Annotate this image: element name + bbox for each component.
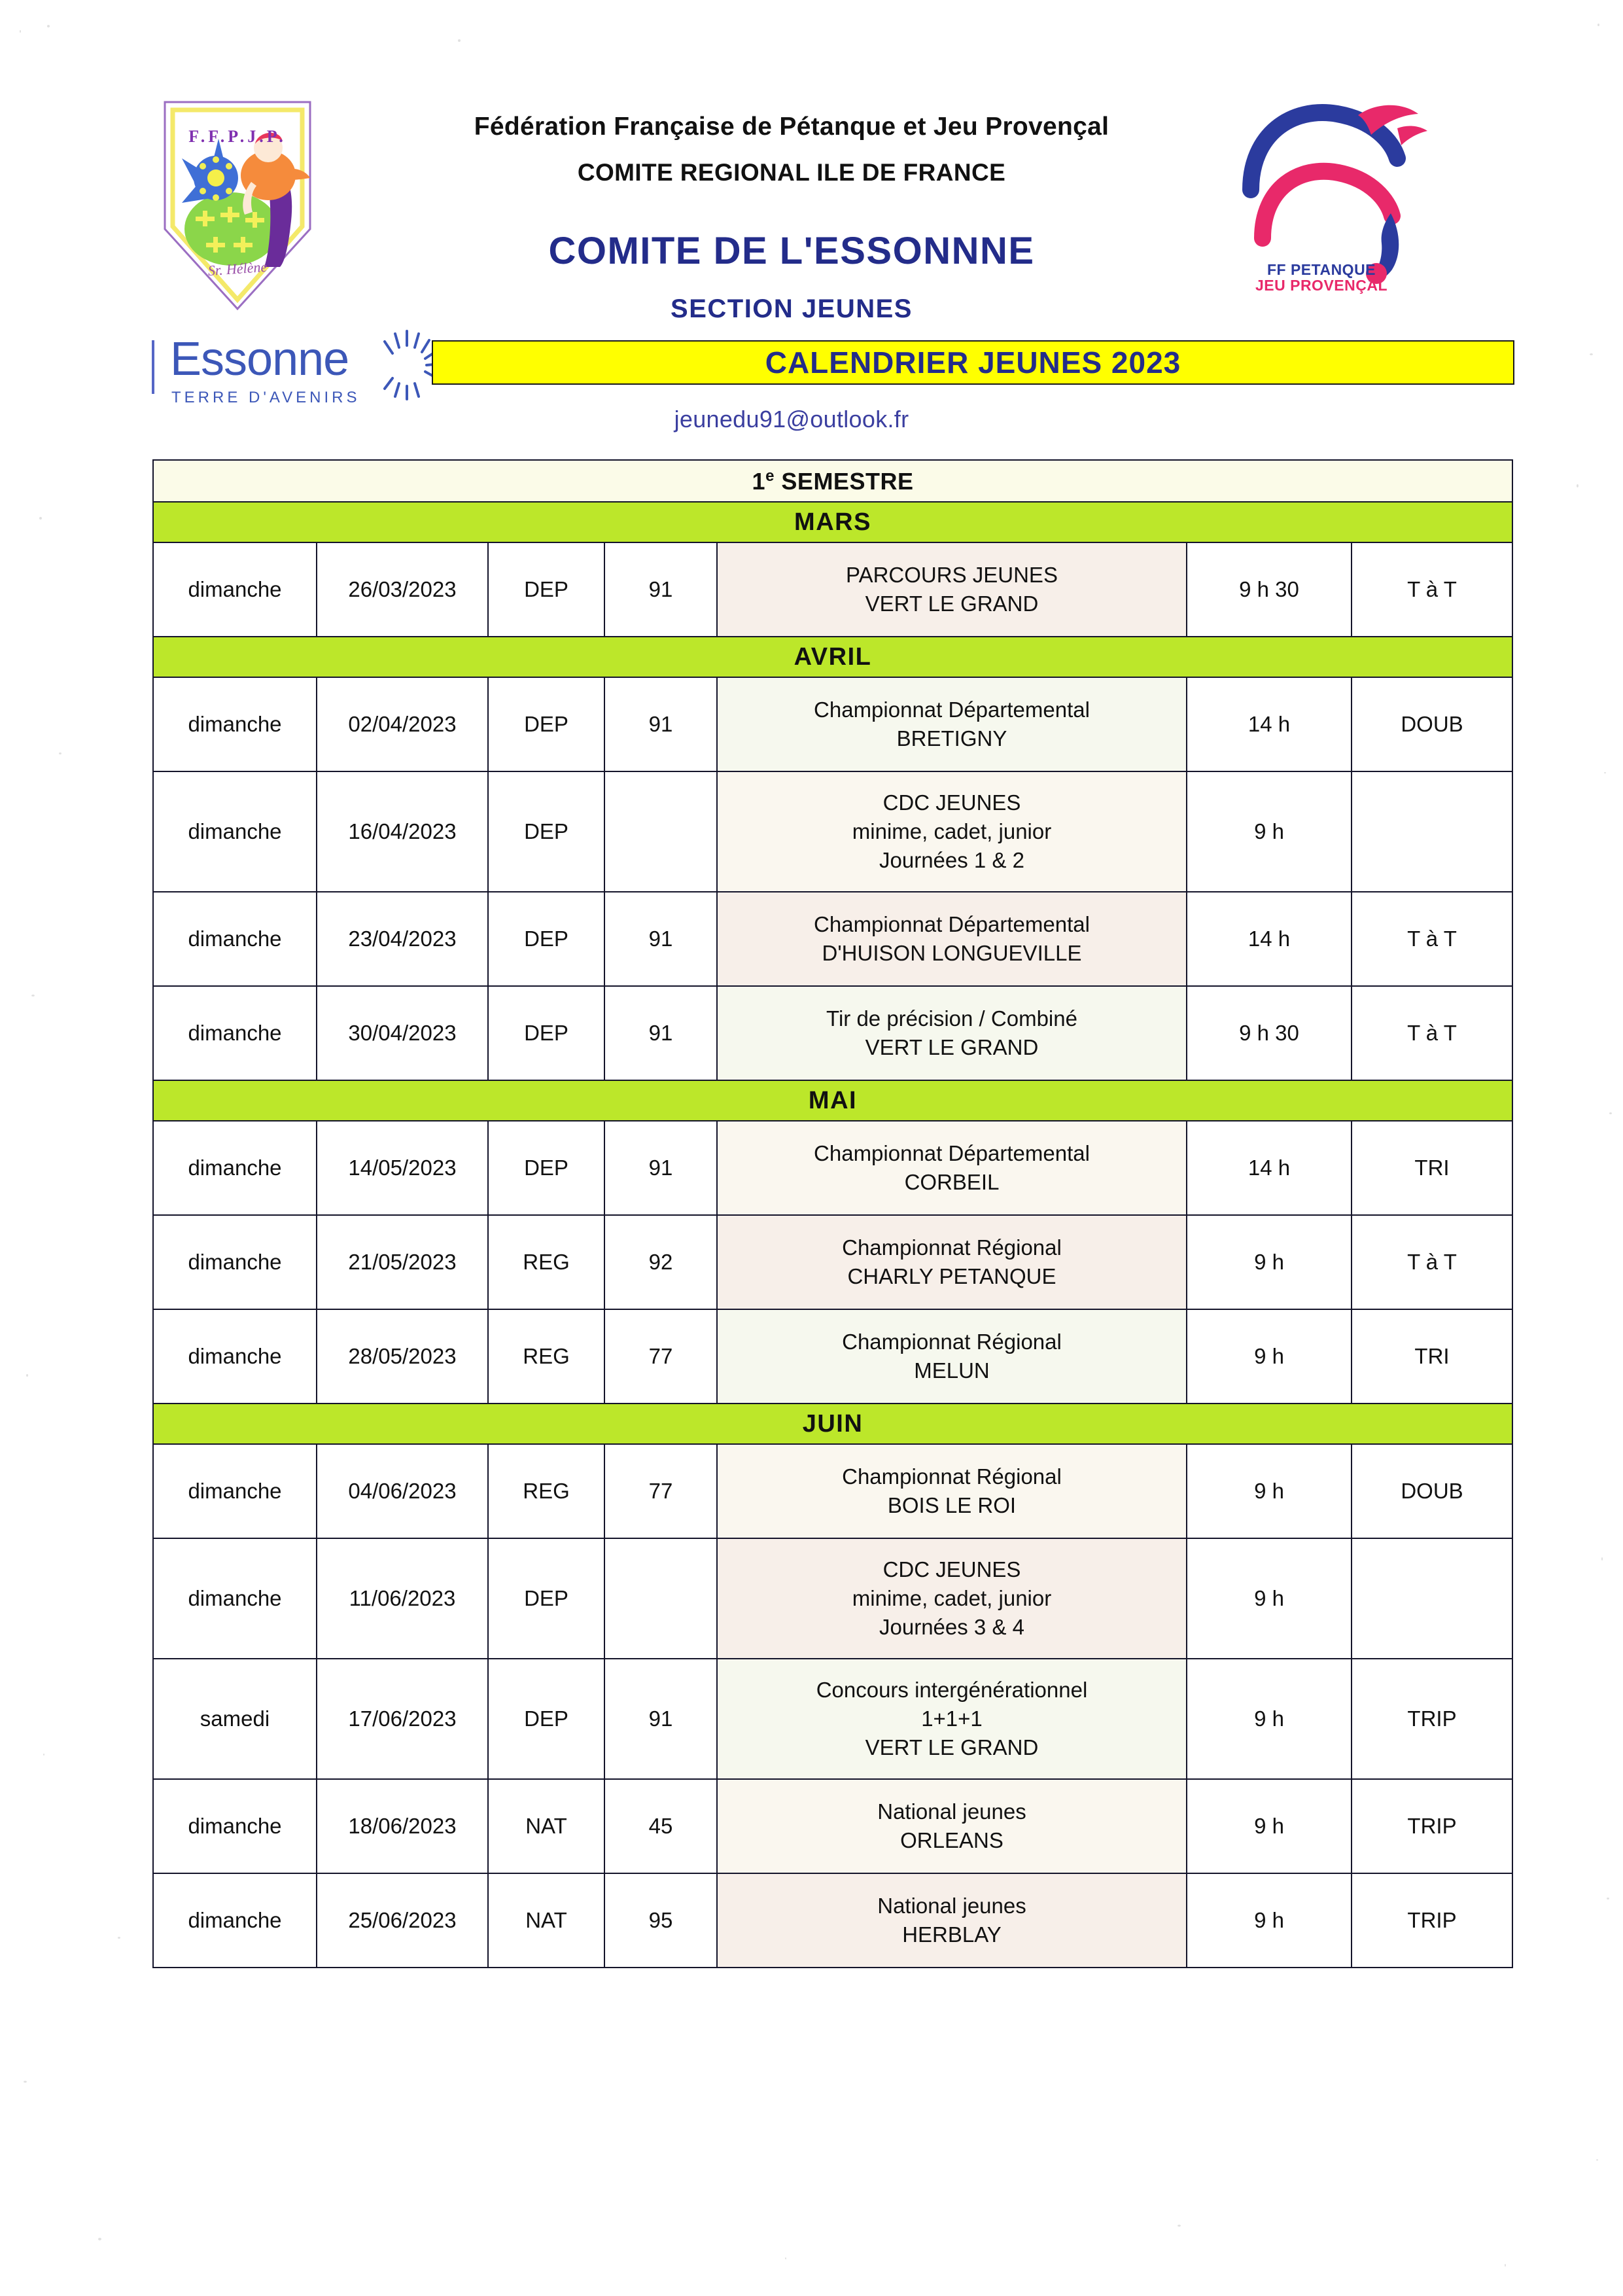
cell-time: 9 h [1187,771,1352,892]
scan-artifact [26,1374,28,1377]
cell-level: NAT [488,1779,604,1873]
cell-time: 9 h [1187,1309,1352,1404]
scan-artifact [1596,2159,1598,2161]
ffp-label-line1: FF PETANQUE [1266,261,1376,278]
cell-time: 9 h [1187,1659,1352,1779]
cell-format: TRIP [1352,1659,1512,1779]
cell-day: dimanche [153,1538,317,1659]
cell-department [604,771,717,892]
cell-format: T à T [1352,542,1512,637]
cell-format: T à T [1352,1215,1512,1309]
table-row [153,1215,1512,1309]
scan-artifact [458,39,461,42]
cell-format: DOUB [1352,677,1512,771]
scan-artifact [118,1937,120,1939]
scan-artifact [1505,2264,1506,2267]
cell-department: 91 [604,542,717,637]
ffp-label-line2: JEU PROVENÇAL [1255,277,1388,294]
cell-date: 17/06/2023 [317,1659,488,1779]
scan-artifact [1609,1112,1612,1114]
month-header-row [153,1080,1512,1121]
ffpjp-shield-logo [156,98,319,314]
cell-department: 91 [604,1121,717,1215]
cell-day: dimanche [153,1779,317,1873]
scan-artifact [1607,1898,1609,1899]
cell-department: 45 [604,1779,717,1873]
cell-time: 14 h [1187,1121,1352,1215]
section-title: SECTION JEUNES [671,294,913,323]
regional-committee-title: COMITE REGIONAL ILE DE FRANCE [577,159,1006,186]
cell-date: 04/06/2023 [317,1444,488,1538]
table-row [153,892,1512,986]
cell-level: REG [488,1444,604,1538]
cell-event: PARCOURS JEUNES VERT LE GRAND [717,542,1187,637]
cell-day: dimanche [153,677,317,771]
cell-level: DEP [488,771,604,892]
cell-event: National jeunes HERBLAY [717,1873,1187,1968]
cell-day: samedi [153,1659,317,1779]
cell-event: National jeunes ORLEANS [717,1779,1187,1873]
cell-format: T à T [1352,892,1512,986]
table-row [153,771,1512,892]
cell-day: dimanche [153,1215,317,1309]
cell-event: Championnat Régional MELUN [717,1309,1187,1404]
month-label: MAI [153,1080,1512,1121]
cell-date: 21/05/2023 [317,1215,488,1309]
cell-event: CDC JEUNES minime, cadet, junior Journées 1 & 2 [717,771,1187,892]
cell-time: 9 h [1187,1873,1352,1968]
cell-format: T à T [1352,986,1512,1080]
document-header [0,0,1623,458]
cell-event: Championnat Départemental CORBEIL [717,1121,1187,1215]
cell-event: Tir de précision / Combiné VERT LE GRAND [717,986,1187,1080]
cell-time: 9 h [1187,1538,1352,1659]
cell-department: 91 [604,892,717,986]
scan-artifact [20,30,21,33]
scan-artifact [785,2257,786,2259]
cell-department: 91 [604,1659,717,1779]
calendar-title-banner [432,340,1514,385]
semester-header-row [153,460,1512,502]
table-row [153,542,1512,637]
scan-artifact [47,25,50,27]
cell-format [1352,771,1512,892]
cell-day: dimanche [153,1444,317,1538]
scan-artifact [31,995,35,997]
cell-event: Championnat Départemental D'HUISON LONGUEVILLE [717,892,1187,986]
cell-department [604,1538,717,1659]
cell-level: DEP [488,1538,604,1659]
cell-day: dimanche [153,1873,317,1968]
cell-level: DEP [488,1659,604,1779]
cell-time: 14 h [1187,677,1352,771]
cell-format: TRIP [1352,1873,1512,1968]
table-row [153,986,1512,1080]
cell-format: DOUB [1352,1444,1512,1538]
cell-date: 26/03/2023 [317,542,488,637]
cell-format: TRIP [1352,1779,1512,1873]
cell-time: 9 h [1187,1215,1352,1309]
table-row [153,1444,1512,1538]
cell-department: 77 [604,1309,717,1404]
cell-event: Championnat Régional BOIS LE ROI [717,1444,1187,1538]
cell-date: 11/06/2023 [317,1538,488,1659]
federation-title: Fédération Française de Pétanque et Jeu Provençal [474,113,1109,141]
cell-day: dimanche [153,771,317,892]
cell-level: REG [488,1309,604,1404]
cell-date: 16/04/2023 [317,771,488,892]
cell-time: 9 h [1187,1444,1352,1538]
month-label: MARS [153,502,1512,542]
cell-level: REG [488,1215,604,1309]
cell-date: 23/04/2023 [317,892,488,986]
cell-department: 95 [604,1873,717,1968]
cell-event: Championnat Régional CHARLY PETANQUE [717,1215,1187,1309]
cell-time: 14 h [1187,892,1352,986]
essonne-logo-word: Essonne [170,333,349,385]
committee-title: COMITE DE L'ESSONNNE [548,230,1035,272]
table-row [153,1309,1512,1404]
scan-artifact [98,2238,101,2240]
cell-department: 91 [604,986,717,1080]
scan-artifact [1590,353,1593,355]
table-row [153,1659,1512,1779]
cell-date: 02/04/2023 [317,677,488,771]
scan-artifact [59,752,61,754]
table-row [153,1121,1512,1215]
month-label: AVRIL [153,637,1512,677]
calendar-table-wrapper [152,459,1512,1968]
cell-day: dimanche [153,1121,317,1215]
scan-artifact [39,517,42,520]
ffpjp-letters: F.F.P.J.P. [188,127,287,146]
calendar-table [152,459,1513,1968]
cell-level: DEP [488,1121,604,1215]
cell-format: TRI [1352,1309,1512,1404]
ff-petanque-logo-label [1236,262,1406,293]
cell-level: NAT [488,1873,604,1968]
essonne-logo-tagline: TERRE D'AVENIRS [171,389,360,406]
cell-level: DEP [488,892,604,986]
month-header-row [153,637,1512,677]
cell-date: 28/05/2023 [317,1309,488,1404]
month-label: JUIN [153,1404,1512,1444]
cell-day: dimanche [153,986,317,1080]
cell-department: 77 [604,1444,717,1538]
scan-artifact [1577,484,1579,487]
month-header-row [153,1404,1512,1444]
cell-day: dimanche [153,1309,317,1404]
table-row [153,1538,1512,1659]
ffpjp-signature: Sr. Hélène [207,258,268,279]
scan-artifact [1178,2225,1181,2227]
scan-artifact [1601,1557,1603,1561]
cell-date: 14/05/2023 [317,1121,488,1215]
scan-artifact [24,2081,27,2083]
cell-day: dimanche [153,542,317,637]
cell-event: CDC JEUNES minime, cadet, junior Journées 3 & 4 [717,1538,1187,1659]
table-row [153,677,1512,771]
cell-time: 9 h [1187,1779,1352,1873]
scan-artifact [1604,772,1606,773]
cell-day: dimanche [153,892,317,986]
cell-format [1352,1538,1512,1659]
month-header-row [153,502,1512,542]
cell-event: Concours intergénérationnel 1+1+1 VERT LE GRAND [717,1659,1187,1779]
table-row [153,1873,1512,1968]
cell-department: 92 [604,1215,717,1309]
scan-artifact [43,1754,44,1756]
cell-time: 9 h 30 [1187,542,1352,637]
cell-date: 30/04/2023 [317,986,488,1080]
cell-time: 9 h 30 [1187,986,1352,1080]
cell-date: 18/06/2023 [317,1779,488,1873]
cell-format: TRI [1352,1121,1512,1215]
essonne-logo [152,335,433,414]
essonne-logo-bar [152,340,154,394]
contact-email: jeunedu91@outlook.fr [674,406,909,433]
cell-level: DEP [488,542,604,637]
cell-department: 91 [604,677,717,771]
cell-level: DEP [488,677,604,771]
semester-label: 1e SEMESTRE [153,460,1512,502]
cell-event: Championnat Départemental BRETIGNY [717,677,1187,771]
calendar-title-text: CALENDRIER JEUNES 2023 [765,345,1181,380]
scan-artifact [1597,24,1599,26]
table-row [153,1779,1512,1873]
cell-date: 25/06/2023 [317,1873,488,1968]
cell-level: DEP [488,986,604,1080]
